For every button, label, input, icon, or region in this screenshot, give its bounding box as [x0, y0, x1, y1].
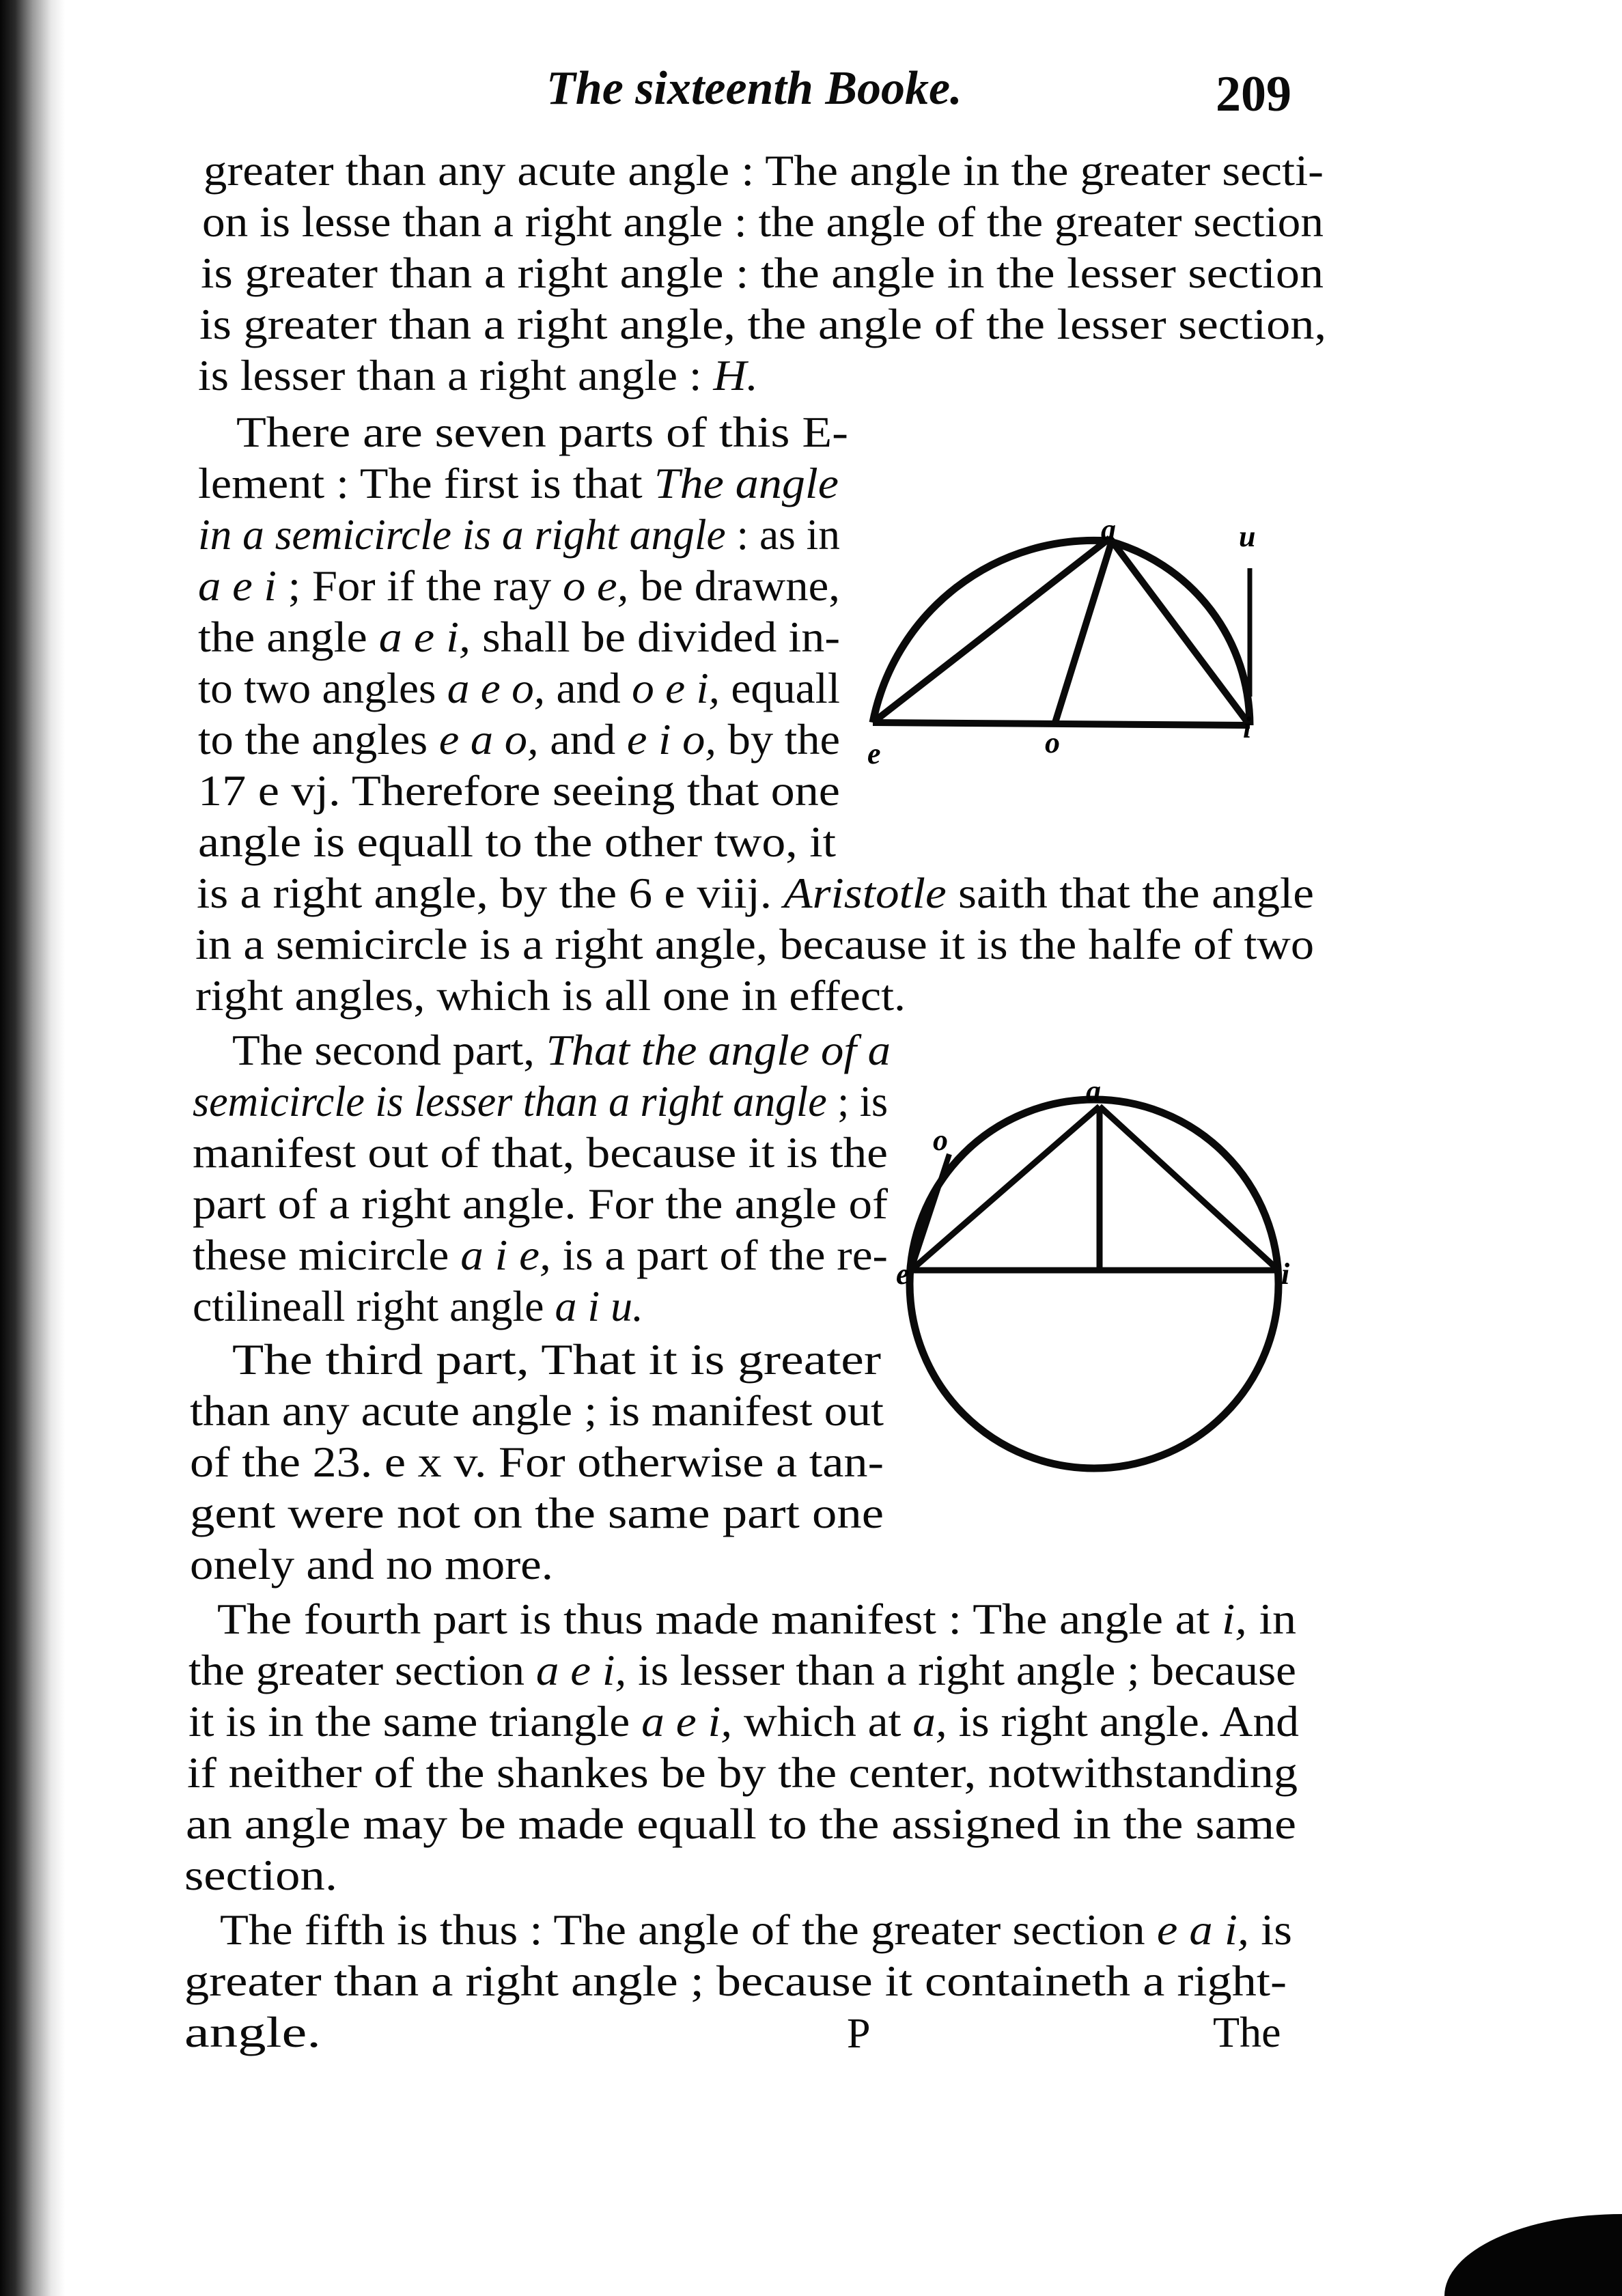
- text-line: [198, 350, 758, 402]
- text-run: shall be divided in-: [471, 613, 841, 661]
- text-run: than any acute angle ; is manifest out: [190, 1386, 884, 1435]
- italic-run: e a o,: [438, 715, 539, 764]
- italic-run: in a semicircle is a right angle: [198, 510, 726, 559]
- text-line: [184, 1849, 337, 1901]
- text-run: the angle: [198, 613, 379, 661]
- label-i: i: [1243, 711, 1252, 744]
- italic-run: a e i,: [641, 1697, 733, 1746]
- text-line: [217, 1593, 1296, 1645]
- text-line: [193, 1076, 888, 1128]
- text-run: part of a right angle. For the angle of: [193, 1179, 888, 1228]
- circle-figure: [896, 1065, 1311, 1448]
- signature-mark: P: [847, 2011, 871, 2057]
- italic-run: a e i,: [378, 613, 471, 661]
- text-run: gent were not on the same part one: [190, 1489, 884, 1537]
- text-line: [193, 1280, 643, 1332]
- text-run: and: [545, 664, 632, 712]
- text-run: angle.: [184, 2008, 321, 2056]
- italic-run: i,: [1221, 1595, 1247, 1643]
- text-run: in a semicircle is a right angle, because it is the halfe of two: [195, 920, 1315, 968]
- text-run: in: [1246, 1595, 1297, 1643]
- text-run: The fifth is thus : The angle of the greater section: [220, 1905, 1157, 1954]
- italic-run: semicircle is lesser than a right angle: [193, 1077, 827, 1125]
- text-line: [198, 458, 839, 509]
- italic-run: a e o,: [447, 664, 546, 712]
- catchword: The: [1213, 2008, 1281, 2056]
- text-run: is lesser than a right angle :: [198, 351, 714, 400]
- italic-run: That the angle of a: [546, 1026, 891, 1074]
- semicircle-figure: [840, 505, 1332, 770]
- text-line: [190, 1385, 884, 1437]
- text-run: ctilineall right angle: [193, 1282, 555, 1330]
- text-run: on is lesse than a right angle : the angle of the greater section: [202, 197, 1324, 246]
- text-run: The third part, That it is greater: [232, 1335, 882, 1384]
- italic-run: a e i: [198, 561, 277, 610]
- italic-run: e a i,: [1156, 1905, 1250, 1954]
- text-run: manifest out of that, because it is the: [193, 1128, 888, 1177]
- text-run: is right angle. And: [947, 1697, 1299, 1746]
- text-run: lement : The first is that: [198, 459, 654, 507]
- text-line: [184, 2006, 321, 2058]
- text-run: and: [538, 715, 627, 764]
- text-line: [232, 1024, 891, 1076]
- text-line: [198, 611, 840, 663]
- label-e: e: [896, 1257, 910, 1291]
- text-line: [232, 1334, 881, 1386]
- text-run: it is in the same triangle: [188, 1697, 642, 1746]
- label-a: a: [1086, 1074, 1101, 1108]
- text-line: [198, 816, 836, 868]
- text-line: [236, 406, 848, 458]
- circle-outline: [910, 1100, 1278, 1468]
- text-run: is a right angle, by the 6 e viij.: [197, 869, 784, 917]
- text-run: ; is: [826, 1077, 889, 1125]
- text-run: ; For if the ray: [276, 561, 563, 610]
- text-line: [198, 560, 840, 612]
- text-line: [197, 867, 1314, 919]
- ray-o-a: [1055, 541, 1112, 723]
- label-o: o: [933, 1123, 948, 1157]
- text-run: : as in: [725, 510, 840, 559]
- text-run: is greater than a right angle, the angle of the lesser section,: [199, 300, 1327, 348]
- italic-run: The angle: [654, 459, 839, 507]
- text-run: an angle may be made equall to the assigned in the same: [186, 1800, 1296, 1848]
- text-run: The second part,: [232, 1026, 546, 1074]
- text-line: [198, 765, 840, 817]
- text-run: be drawne,: [628, 561, 840, 610]
- italic-run: e i o,: [626, 715, 717, 764]
- text-run: The fourth part is thus made manifest : The angle at: [217, 1595, 1222, 1643]
- label-o: o: [1045, 726, 1060, 759]
- text-line: [184, 1955, 1287, 2007]
- italic-run: o e i,: [632, 664, 720, 712]
- text-line: [199, 298, 1326, 350]
- text-run: greater than any acute angle : The angle in the greater secti-: [204, 146, 1324, 195]
- text-run: saith that the angle: [946, 869, 1314, 917]
- text-line: [190, 1539, 553, 1591]
- text-line: [193, 1127, 888, 1179]
- text-line: [193, 1229, 888, 1281]
- text-line: [198, 509, 840, 561]
- text-run: angle is equall to the other two, it: [198, 817, 836, 866]
- text-line: [201, 247, 1324, 299]
- text-run: is greater than a right angle : the angle in the lesser section: [201, 249, 1324, 297]
- text-run: which at: [732, 1697, 913, 1746]
- italic-run: a e i,: [535, 1646, 627, 1694]
- text-run: section.: [184, 1851, 337, 1899]
- text-run: of the 23. e x v. For otherwise a tan-: [190, 1438, 884, 1486]
- page-number: 209: [1216, 66, 1291, 122]
- text-line: [195, 919, 1314, 970]
- corner-ink-blot: [1444, 2214, 1622, 2296]
- text-run: the greater section: [188, 1646, 536, 1694]
- italic-run: H.: [713, 351, 758, 400]
- text-run: onely and no more.: [190, 1540, 553, 1588]
- text-line: [202, 196, 1324, 248]
- text-run: is: [1249, 1905, 1292, 1954]
- text-run: these micircle: [193, 1231, 461, 1279]
- text-run: equall: [719, 664, 840, 712]
- text-run: to two angles: [198, 664, 447, 712]
- label-e: e: [867, 737, 881, 770]
- italic-run: a i e,: [460, 1231, 551, 1279]
- italic-run: Aristotle: [783, 869, 947, 917]
- text-line: [190, 1436, 884, 1488]
- text-run: is a part of the re-: [550, 1231, 888, 1279]
- italic-run: a i u.: [555, 1282, 644, 1330]
- italic-run: a,: [912, 1697, 947, 1746]
- text-line: [190, 1487, 884, 1539]
- binding-shadow: [0, 0, 65, 2296]
- text-run: by the: [716, 715, 841, 764]
- label-u: u: [1239, 520, 1256, 553]
- text-run: right angles, which is all one in effect.: [195, 971, 906, 1020]
- text-line: [195, 970, 906, 1022]
- label-i: i: [1281, 1257, 1290, 1291]
- text-line: [188, 1696, 1299, 1748]
- text-run: is lesser than a right angle ; because: [626, 1646, 1296, 1694]
- text-run: 17 e vj. Therefore seeing that one: [198, 766, 840, 815]
- text-line: [188, 1644, 1296, 1696]
- diameter-line: [873, 723, 1250, 725]
- text-line: [204, 145, 1324, 197]
- label-a: a: [1101, 513, 1116, 546]
- text-line: [198, 662, 840, 714]
- text-line: [193, 1178, 888, 1230]
- text-run: There are seven parts of this E-: [236, 408, 849, 456]
- text-line: [186, 1798, 1296, 1850]
- running-title: The sixteenth Booke.: [546, 62, 962, 115]
- text-run: if neither of the shankes be by the center, notwithstanding: [187, 1748, 1298, 1797]
- text-line: [220, 1904, 1292, 1956]
- text-line: [198, 714, 840, 766]
- text-run: to the angles: [198, 715, 439, 764]
- text-line: [187, 1747, 1298, 1799]
- text-run: greater than a right angle ; because it containeth a right-: [184, 1957, 1287, 2005]
- italic-run: o e,: [562, 561, 629, 610]
